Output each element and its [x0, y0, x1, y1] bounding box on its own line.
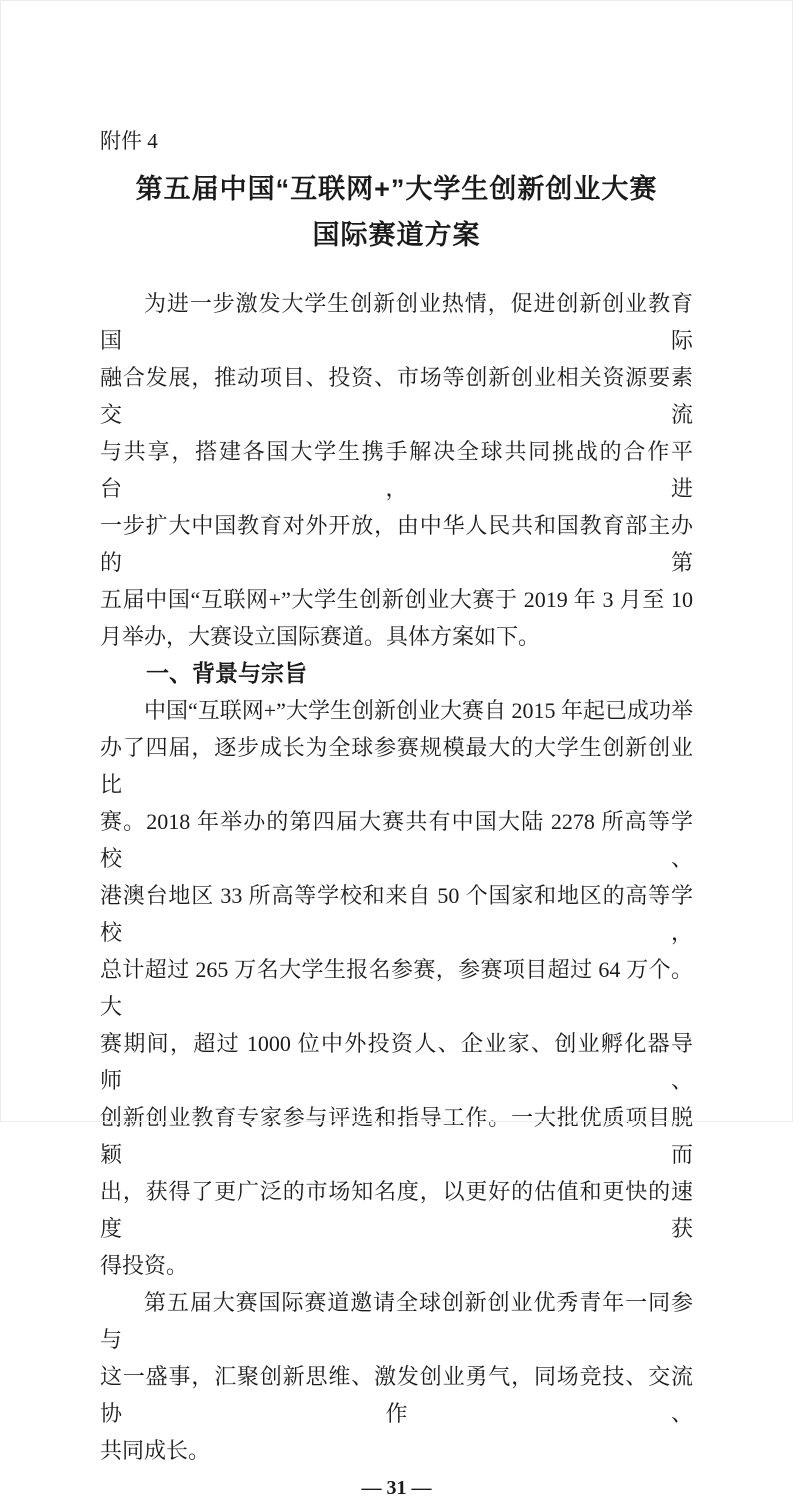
- paragraph-intro: [100, 285, 693, 655]
- attachment-label: 附件 4: [100, 129, 158, 153]
- paragraph-line: 共同成长。: [100, 1438, 211, 1463]
- paragraph-line: 创新创业教育专家参与评选和指导工作。一大批优质项目脱颖而: [100, 1105, 693, 1167]
- paragraph-line: 出，获得了更广泛的市场知名度，以更好的估值和更快的速度获: [100, 1179, 693, 1241]
- paragraph-line: 第五届大赛国际赛道邀请全球创新创业优秀青年一同参与: [100, 1290, 693, 1352]
- paragraph-invitation: [100, 1284, 693, 1469]
- paragraph-line: 中国“互联网+”大学生创新创业大赛自 2015 年起已成功举: [144, 698, 693, 723]
- paragraph-line: 总计超过 265 万名大学生报名参赛，参赛项目超过 64 万个。大: [100, 957, 693, 1019]
- paragraph-line: 港澳台地区 33 所高等学校和来自 50 个国家和地区的高等学校，: [100, 883, 693, 945]
- paragraph-line: 办了四届，逐步成长为全球参赛规模最大的大学生创新创业比: [100, 735, 693, 797]
- paragraph-line: 五届中国“互联网+”大学生创新创业大赛于 2019 年 3 月至 10: [100, 587, 693, 612]
- paragraph-line: 为进一步激发大学生创新创业热情，促进创新创业教育国际: [100, 291, 693, 353]
- paragraph-line: 与共享，搭建各国大学生携手解决全球共同挑战的合作平台，进: [100, 439, 693, 501]
- paragraph-line: 得投资。: [100, 1253, 189, 1278]
- section-heading-background: 一、背景与宗旨: [146, 660, 307, 686]
- title-line-2: 国际赛道方案: [312, 220, 481, 250]
- paragraph-line: 赛。2018 年举办的第四届大赛共有中国大陆 2278 所高等学校、: [100, 809, 693, 871]
- paragraph-line: 一步扩大中国教育对外开放，由中华人民共和国教育部主办的第: [100, 513, 693, 575]
- title-line-1: 第五届中国“互联网+”大学生创新创业大赛: [135, 174, 658, 204]
- document-body: [100, 285, 693, 1469]
- page-number: — 31 —: [361, 1477, 432, 1499]
- document-title: [100, 166, 693, 258]
- paragraph-history: [100, 692, 693, 1284]
- paragraph-line: 赛期间，超过 1000 位中外投资人、企业家、创业孵化器导师、: [100, 1031, 693, 1093]
- paragraph-line: 月举办，大赛设立国际赛道。具体方案如下。: [100, 624, 541, 649]
- paragraph-line: 这一盛事，汇聚创新思维、激发创业勇气，同场竞技、交流协作、: [100, 1364, 693, 1426]
- paragraph-line: 融合发展，推动项目、投资、市场等创新创业相关资源要素交流: [100, 365, 693, 427]
